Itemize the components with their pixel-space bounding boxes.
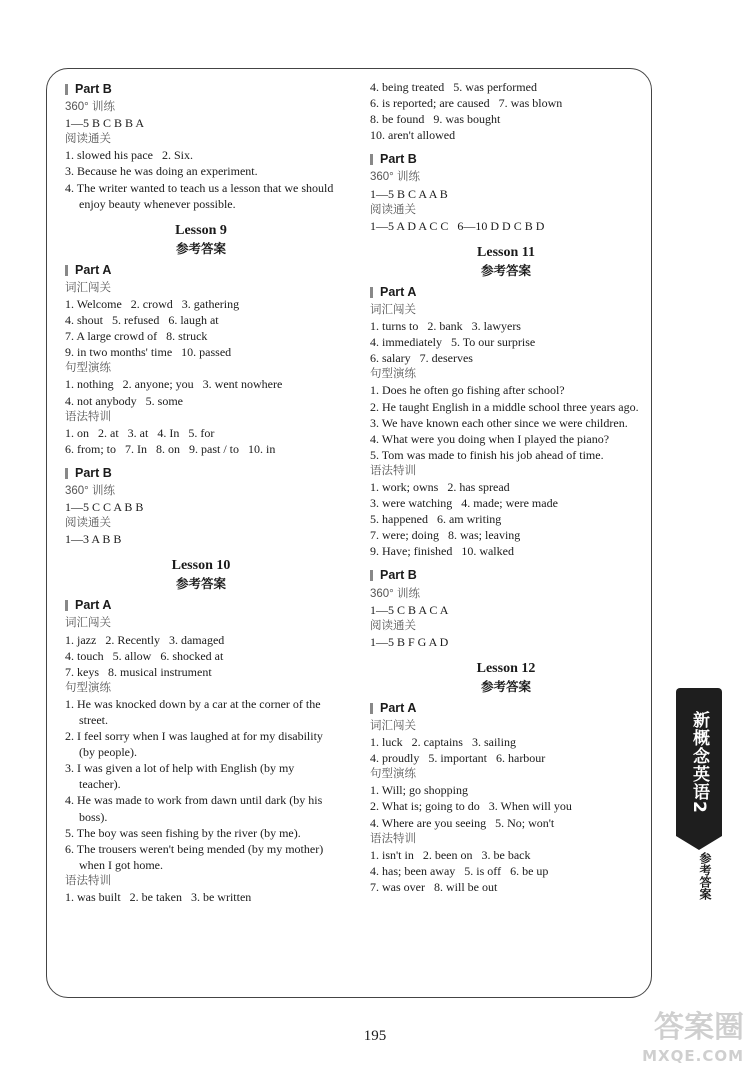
answer-line: 6. The trousers weren't being mended (by my mother) when I got home. (65, 841, 324, 872)
answer-line: 1—5 B F G A D (370, 634, 449, 649)
answer-line: 5. Tom was made to finish his job ahead of time. (370, 447, 604, 462)
answer-line: 1. luck 2. captains 3. sailing (370, 735, 516, 750)
answer-line: 4. Where are you seeing 5. No; won't (370, 815, 555, 830)
section-label: 语法特训 (65, 410, 111, 423)
answer-line: 3. I was given a lot of help with English (by my teacher). (65, 761, 295, 792)
section-label: 词汇闯关 (65, 617, 111, 630)
section-label: 句型演练 (65, 362, 111, 375)
answer-line: 7. A large crowd of 8. struck (65, 329, 208, 344)
lesson-title: Lesson 9 (175, 222, 227, 238)
part-heading: Part A (380, 700, 642, 716)
watermark (600, 1010, 750, 1082)
section-label: 语法特训 (370, 464, 416, 477)
part-heading: Part B (75, 81, 337, 97)
answer-line: 1. jazz 2. Recently 3. damaged (65, 632, 225, 647)
answer-line: 4. shout 5. refused 6. laugh at (65, 313, 219, 328)
answer-line: 1. was built 2. be taken 3. be written (65, 890, 252, 905)
answer-line: 4. proudly 5. important 6. harbour (370, 751, 546, 766)
lesson-title: Lesson 12 (476, 660, 536, 676)
section-label: 360° 训练 (65, 484, 115, 497)
part-heading: Part A (75, 262, 337, 278)
spacer (65, 457, 337, 463)
answer-line: 6. is reported; are caused 7. was blown (370, 96, 563, 111)
answer-line: 8. be found 9. was bought (370, 112, 501, 127)
section-label: 阅读通关 (65, 133, 111, 146)
answer-line: 1. Welcome 2. crowd 3. gathering (65, 296, 240, 311)
answer-line: 5. happened 6. am writing (370, 512, 502, 527)
answer-line: 1. Will; go shopping (370, 783, 468, 798)
answer-line: 6. from; to 7. In 8. on 9. past / to 10. in (65, 441, 276, 456)
answer-line: 1—5 B C B B A (65, 116, 145, 131)
answer-line: 3. We have known each other since we were children. (370, 415, 628, 430)
answer-line: 4. has; been away 5. is off 6. be up (370, 863, 549, 878)
spacer (370, 143, 642, 149)
answer-line: 2. He taught English in a middle school three years ago. (370, 399, 639, 414)
section-label: 360° 训练 (370, 171, 420, 184)
answer-line: 1—5 C C A B B (65, 500, 144, 515)
answer-line: 7. was over 8. will be out (370, 879, 498, 894)
answer-line: 3. Because he was doing an experiment. (65, 164, 258, 179)
left-column (65, 79, 337, 905)
answer-line: 5. The boy was seen fishing by the river (by me). (65, 825, 301, 840)
answer-line: 1. on 2. at 3. at 4. In 5. for (65, 425, 215, 440)
answer-line: 1—5 B C A A B (370, 186, 448, 201)
answer-line: 1. work; owns 2. has spread (370, 479, 510, 494)
answer-line: 1. turns to 2. bank 3. lawyers (370, 319, 521, 334)
answer-line: 2. I feel sorry when I was laughed at for my disability (by people). (65, 729, 323, 760)
right-column (370, 79, 642, 895)
section-label: 阅读通关 (65, 517, 111, 530)
answer-line: 1. He was knocked down by a car at the corner of the street. (65, 696, 321, 727)
side-tab-book-title: 新概念英语2 (676, 688, 722, 836)
section-label: 句型演练 (370, 368, 416, 381)
answer-line: 1—5 A D A C C 6—10 D D C B D (370, 218, 545, 233)
answer-line: 4. immediately 5. To our surprise (370, 335, 536, 350)
section-label: 语法特训 (65, 874, 111, 887)
answer-line: 3. were watching 4. made; were made (370, 496, 558, 511)
lesson-title: Lesson 10 (171, 558, 231, 574)
answer-line: 2. What is; going to do 3. When will you (370, 799, 572, 814)
section-label: 句型演练 (370, 768, 416, 781)
answer-line: 1—3 A B B (65, 532, 122, 547)
answer-key-heading: 参考答案 (480, 262, 531, 278)
answer-key-heading: 参考答案 (175, 576, 226, 592)
answer-line: 1—5 C B A C A (370, 602, 449, 617)
answer-line: 7. keys 8. musical instrument (65, 664, 212, 679)
answer-line: 6. salary 7. deserves (370, 351, 473, 366)
answer-key-heading: 参考答案 (175, 240, 226, 256)
answer-line: 4. He was made to work from dawn until dark (by his boss). (65, 793, 323, 824)
answer-line: 1. nothing 2. anyone; you 3. went nowhere (65, 377, 283, 392)
part-heading: Part B (380, 151, 642, 167)
answer-key-heading: 参考答案 (480, 678, 531, 694)
page-number: 195 (363, 1028, 387, 1044)
section-label: 词汇闯关 (370, 303, 416, 316)
side-tab-subtitle: 参考答案 (698, 852, 712, 900)
answer-line: 4. The writer wanted to teach us a lesson that we should enjoy beauty whenever possible. (65, 180, 334, 211)
answer-line: 7. were; doing 8. was; leaving (370, 528, 521, 543)
answer-line: 1. slowed his pace 2. Six. (65, 148, 193, 163)
section-label: 阅读通关 (370, 619, 416, 632)
section-label: 词汇闯关 (65, 281, 111, 294)
answer-line: 4. not anybody 5. some (65, 393, 183, 408)
part-heading: Part B (380, 567, 642, 583)
section-label: 句型演练 (65, 681, 111, 694)
part-heading: Part A (380, 284, 642, 300)
answer-line: 9. in two months' time 10. passed (65, 345, 232, 360)
answer-line: 1. isn't in 2. been on 3. be back (370, 847, 531, 862)
part-heading: Part B (75, 465, 337, 481)
answer-line: 4. being treated 5. was performed (370, 80, 537, 94)
watermark-url: MXQE.COM (642, 1047, 744, 1065)
answer-line: 9. Have; finished 10. walked (370, 544, 514, 559)
answer-line: 10. aren't allowed (370, 128, 456, 143)
side-tab-arrow-icon (676, 836, 722, 850)
answer-line: 4. touch 5. allow 6. shocked at (65, 648, 224, 663)
section-label: 语法特训 (370, 832, 416, 845)
section-label: 词汇闯关 (370, 720, 416, 732)
answer-panel (46, 68, 652, 998)
section-label: 360° 训练 (370, 587, 420, 600)
spacer (370, 559, 642, 565)
section-label: 阅读通关 (370, 203, 416, 216)
watermark-logo: 答案圈 (654, 1010, 744, 1045)
answer-line: 4. What were you doing when I played the piano? (370, 431, 610, 446)
answer-line: 1. Does he often go fishing after school? (370, 383, 565, 398)
lesson-title: Lesson 11 (477, 244, 535, 260)
part-heading: Part A (75, 597, 337, 613)
section-label: 360° 训练 (65, 101, 115, 114)
